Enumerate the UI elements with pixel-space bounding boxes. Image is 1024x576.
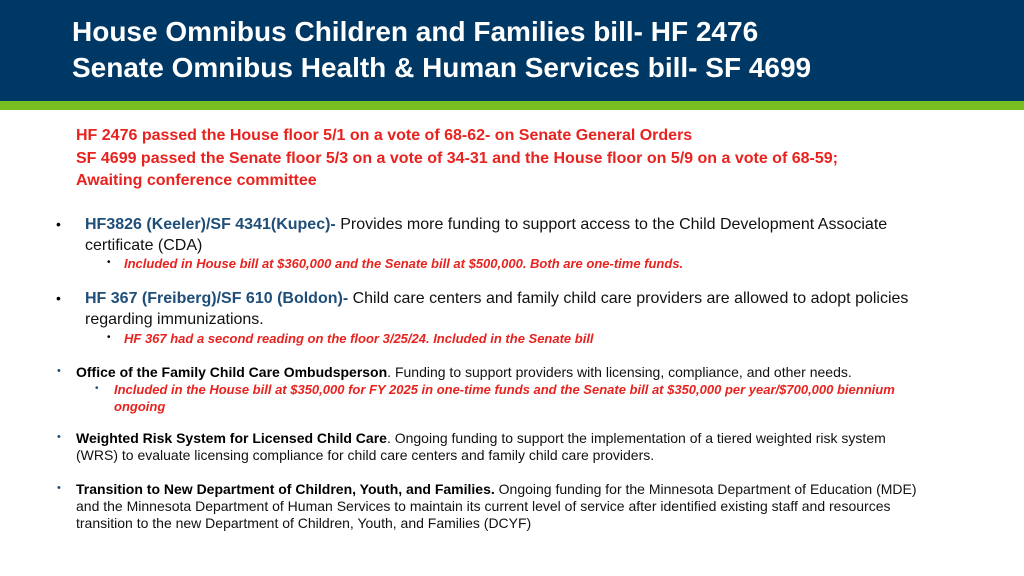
status-line-3: Awaiting conference committee: [76, 172, 317, 189]
item-lead: Weighted Risk System for Licensed Child Care: [76, 430, 387, 446]
bullet-icon: •: [57, 365, 61, 377]
sub-bullet-icon: •: [107, 332, 111, 343]
sub-item-immunizations: HF 367 had a second reading on the floor 3/25/24. Included in the Senate bill: [124, 331, 594, 346]
status-line-2: SF 4699 passed the Senate floor 5/3 on a vote of 34-31 and the House floor on 5/9 on a vote of 68-59;: [76, 149, 838, 167]
title-line-1: House Omnibus Children and Families bill- HF 2476: [72, 16, 759, 47]
item-lead: Office of the Family Child Care Ombudsperson: [76, 364, 388, 380]
title-line-2: Senate Omnibus Health & Human Services bill- SF 4699: [72, 52, 812, 83]
item-lead: Transition to New Department of Children, Youth, and Families.: [76, 481, 495, 497]
item-text: Child care centers and family child care providers are allowed to adopt policies regarding immunizations.: [85, 290, 909, 328]
slide-title: [72, 14, 1012, 86]
item-lead: HF 367 (Freiberg)/SF 610 (Boldon)-: [85, 290, 349, 307]
item-text: Provides more funding to support access to the Child Development Associate certificate (CDA): [85, 216, 888, 254]
list-item-cda: [85, 214, 915, 256]
accent-stripe: [0, 101, 1024, 110]
item-text: . Ongoing funding to support the implementation of a tiered weighted risk system (WRS) to evaluate licensing compliance for child care centers and family child care providers.: [76, 430, 886, 463]
item-text: . Funding to support providers with licensing, compliance, and other needs.: [387, 364, 852, 380]
list-item-weighted-risk: [76, 430, 926, 464]
sub-item-cda: Included in House bill at $360,000 and the Senate bill at $500,000. Both are one-time funds.: [124, 256, 684, 271]
bullet-icon: •: [56, 290, 61, 306]
sub-bullet-icon: •: [107, 257, 111, 268]
sub-bullet-icon: •: [95, 383, 99, 394]
list-item-ombudsperson: [76, 364, 946, 381]
status-line-1: HF 2476 passed the House floor 5/1 on a vote of 68-62- on Senate General Orders: [76, 127, 693, 144]
list-item-immunizations: [85, 288, 925, 330]
item-lead: HF3826 (Keeler)/SF 4341(Kupec)-: [85, 216, 336, 233]
bullet-icon: •: [56, 216, 61, 232]
bullet-icon: •: [57, 431, 61, 443]
title-banner: [0, 0, 1024, 101]
item-text: Ongoing funding for the Minnesota Department of Education (MDE) and the Minnesota Department of Human Services to maintain its current level of service after identified existing staff and resources transition to the new Department of Children, Youth, and Families (DCYF): [76, 481, 917, 531]
sub-item-ombudsperson: Included in the House bill at $350,000 for FY 2025 in one-time funds and the Senate bill at $350,000 per year/$700,000 biennium ongoing: [114, 382, 895, 414]
status-block: [76, 125, 976, 193]
list-item-dcyf-transition: [76, 481, 926, 532]
bullet-icon: •: [57, 482, 61, 494]
